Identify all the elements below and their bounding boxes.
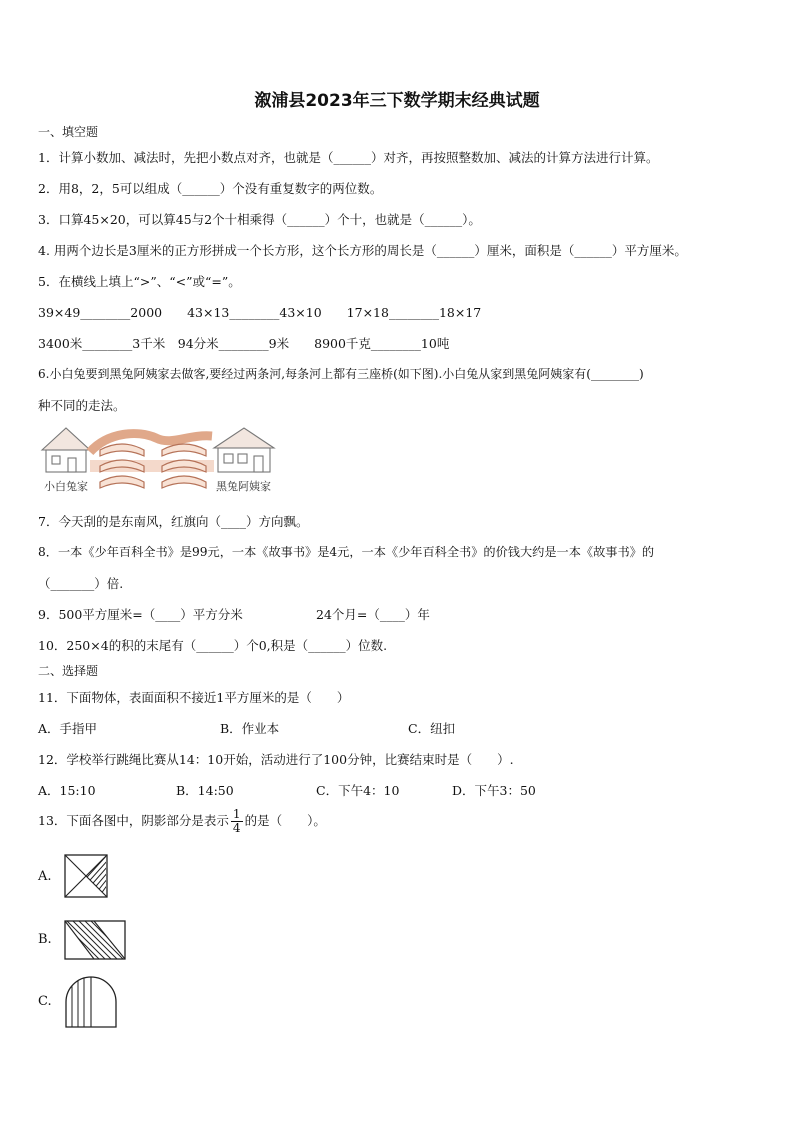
question-12-option-d: D．下午3：50 [452, 783, 536, 798]
question-5: 5．在横线上填上“>”、“<”或“=”。 [38, 274, 241, 289]
page-title: 溆浦县2023年三下数学期末经典试题 [254, 91, 540, 111]
rabbit-house-icon [42, 428, 90, 472]
question-1: 1．计算小数加、减法时，先把小数点对齐，也就是（______）对齐，再按照整数加、减法的计算方法进行计算。 [38, 150, 659, 165]
question-6-line-2: 种不同的走法。 [38, 398, 126, 413]
question-13-option-c: C. [38, 994, 52, 1009]
question-2: 2．用8，2，5可以组成（______）个没有重复数字的两位数。 [38, 181, 383, 196]
question-10: 10．250×4的积的末尾有（______）个0,积是（______）位数. [38, 638, 388, 653]
question-8-line-2: （_______）倍. [38, 576, 124, 591]
question-11-option-a: A．手指甲 [38, 721, 98, 736]
question-13-text-post: 的是（ ）。 [244, 813, 326, 828]
question-13-text-pre: 13．下面各图中，阴影部分是表示 [38, 813, 229, 828]
fraction-denominator: 4 [232, 821, 241, 835]
question-12-option-c: C．下午4：10 [316, 783, 400, 798]
question-3: 3．口算45×20，可以算45与2个十相乘得（______）个十，也就是（______）。 [38, 212, 481, 227]
question-13 [38, 808, 326, 835]
question-5-row-1: 39×49________2000 43×13________43×10 17×18________18×17 [38, 305, 482, 320]
option-a-figure [64, 854, 108, 898]
question-13-option-b: B. [38, 932, 52, 947]
bridge-illustration [38, 422, 284, 500]
question-13-option-a: A. [38, 869, 52, 884]
question-9a: 9．500平方厘米=（____）平方分米 [38, 607, 243, 622]
left-house-label: 小白兔家 [44, 480, 88, 493]
section-fill-in-title: 一、填空题 [38, 125, 99, 139]
question-11-option-c: C．纽扣 [408, 721, 456, 736]
question-12: 12．学校举行跳绳比赛从14：10开始，活动进行了100分钟，比赛结束时是（ ）. [38, 752, 514, 767]
option-b-figure [64, 920, 126, 960]
fraction-one-quarter [231, 808, 243, 835]
question-12-option-b: B．14:50 [176, 783, 234, 798]
section-choice-title: 二、选择题 [38, 664, 99, 678]
question-5-row-2: 3400米________3千米 94分米________9米 8900千克________10吨 [38, 336, 450, 351]
right-house-label: 黑兔阿姨家 [216, 480, 271, 493]
fraction-numerator: 1 [232, 807, 241, 821]
option-c-figure [64, 976, 118, 1028]
question-7: 7．今天刮的是东南风，红旗向（____）方向飘。 [38, 514, 309, 529]
question-12-option-a: A．15:10 [38, 783, 96, 798]
black-rabbit-house-icon [214, 428, 274, 472]
question-11-option-b: B．作业本 [220, 721, 280, 736]
question-11: 11．下面物体，表面面积不接近1平方厘米的是（ ） [38, 690, 350, 705]
question-9b: 24个月=（____）年 [316, 607, 430, 622]
question-6: 6.小白兔要到黑兔阿姨家去做客,要经过两条河,每条河上都有三座桥(如下图).小白兔从家到黑兔阿姨家有(________) [38, 367, 644, 381]
question-4: 4. 用两个边长是3厘米的正方形拼成一个长方形，这个长方形的周长是（______）厘米，面积是（______）平方厘米。 [38, 243, 687, 258]
question-8: 8．一本《少年百科全书》是99元，一本《故事书》是4元，一本《少年百科全书》的价钱大约是一本《故事书》的 [38, 545, 655, 559]
